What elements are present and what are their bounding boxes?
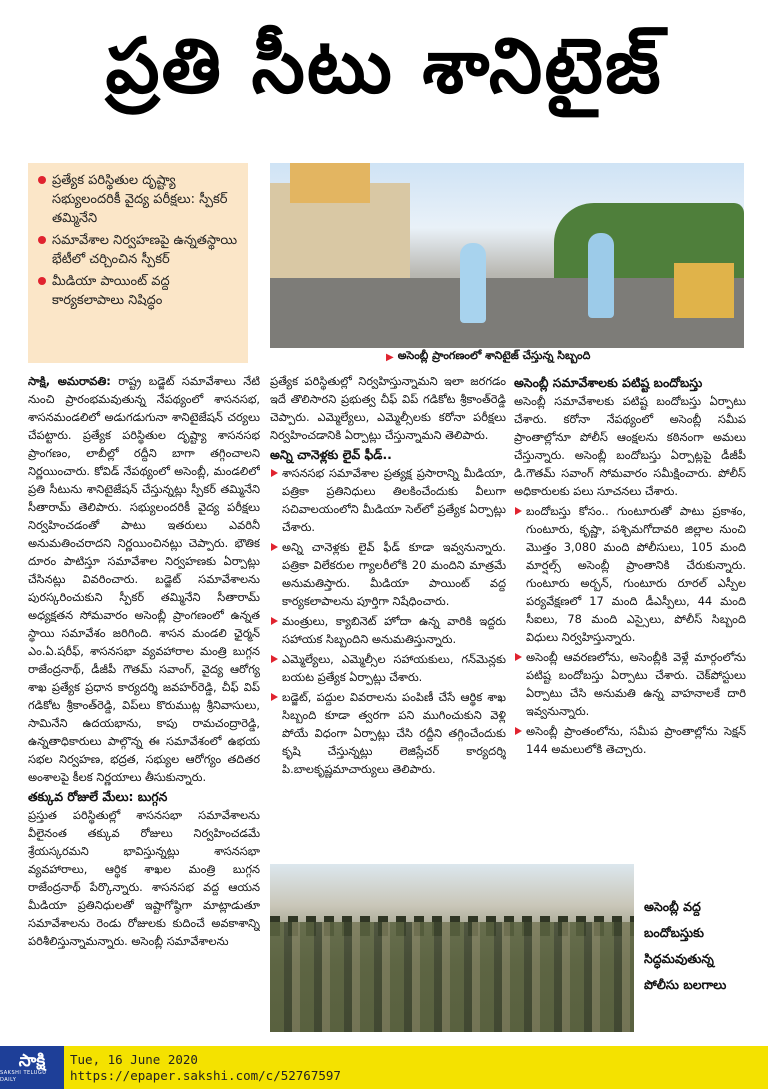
- article-column-2: [270, 372, 506, 856]
- highlight-item: సమావేశాల నిర్వహణపై ఉన్నతస్థాయి భేటీలో చర్చించిన స్పీకర్: [36, 231, 242, 269]
- highlights-box: [28, 163, 248, 363]
- photo-sprayer-cart: [674, 263, 734, 318]
- bullet-item: మంత్రులు, క్యాబినెట్ హోదా ఉన్న వారికి ఇద్దరు సహాయక సిబ్బందిని అనుమతిస్తున్నారు.: [270, 612, 506, 648]
- publish-date: Tue, 16 June 2020: [70, 1051, 198, 1067]
- article-paragraph: [28, 372, 260, 786]
- dateline: సాక్షి, అమరావతి:: [28, 374, 111, 388]
- article-text: రాష్ట్ర బడ్జెట్ సమావేశాలు నేటి నుంచి ప్రారంభమవుతున్న నేపథ్యంలో శాసనసభ, శాసనమండలిలో అడుగడుగునా శానిటైజేషన్ చర్యలు చేపట్టారు. ప్రత్యేక పరిస్థితుల దృష్ట్యా శాసనసభ ప్రాంగణం, లాబీల్లో రద్దీని బాగా తగ్గించాలని నిర్ణయించారు. కోవిడ్ నేపథ్యంలో అసెంబ్లీ, మండలిలో ప్రతి సీటును శానిటైజేషన్ చేస్తున్నట్లు స్పీకర్ తమ్మినేని సీతారామ్ తెలిపారు. సభ్యులందరికీ వైద్య పరీక్షలు నిర్వహించడంతో పాటు ఇతరులు ఎవరినీ అనుమతించరాదని నిర్ణయించినట్లు చెప్పారు. భౌతిక దూరం పాటిస్తూ సమావేశాల నిర్వహణకు ఏర్పాట్లు చేసినట్లు వివరించారు. బడ్జెట్ సమావేశాలను పురస్కరించుకుని స్పీకర్ తమ్మినేని సీతారామ్ అధ్యక్షతన సోమవారం అసెంబ్లీ ప్రాంగణంలో ఉన్నత స్థాయి సమావేశం జరిగింది. శాసన మండలి ఛైర్మన్ ఎం.ఏ.షరీఫ్, శాసనసభా వ్యవహారాల మంత్రి బుగ్గన రాజేంద్రనాథ్, డీజీపీ గౌతమ్ సవాంగ్, వైద్య ఆరోగ్య శాఖ ప్రత్యేక ప్రధాన కార్యదర్శి జవహర్‌రెడ్డి, చీఫ్ విప్ గడికోట శ్రీకాంత్‌రెడ్డి, విప్‌లు కొరుముట్ల శ్రీనివాసులు, సామినేని ఉదయభాను, కాపు రామచంద్రారెడ్డి, ఉన్నతాధికారులు పాల్గొన్న ఈ సమావేశంలో ఉభయ సభల నిర్వహణ, భద్రత, సభ్యుల ఆరోగ్యం తదితర అంశాలపై కీలక నిర్ణయాలు తీసుకున్నారు.: [28, 374, 260, 784]
- article-paragraph: ప్రత్యేక పరిస్థితుల్లో నిర్వహిస్తున్నామని ఇలా జరగడం ఇదే తొలిసారని ప్రభుత్వ చీఫ్ విప్ గడికోట శ్రీకాంత్‌రెడ్డి చెప్పారు. ఎమ్మెల్యేలు, ఎమ్మెల్సీలకు కరోనా పరీక్షలు నిర్వహించడానికి ఏర్పాట్లు చేస్తున్నామని తెలిపారు.: [270, 374, 506, 442]
- photo-bottom-caption: అసెంబ్లీ వద్ద బందోబస్తుకు సిద్ధమవుతున్న పోలీసు బలగాలు: [634, 864, 744, 1032]
- photo-worker: [460, 243, 486, 323]
- epaper-link[interactable]: https://epaper.sakshi.com/c/52767597: [70, 1067, 341, 1083]
- highlight-item: మీడియా పాయింట్ వద్ద కార్యకలాపాలు నిషిద్ధం: [36, 272, 242, 310]
- bullet-item: బందోబస్తు కోసం.. గుంటూరుతో పాటు ప్రకాశం, గుంటూరు, కృష్ణా, పశ్చిమగోదావరి జిల్లాల నుంచి మొత్తం 3,080 మంది పోలీసులు, 105 మంది మార్షల్స్ అసెంబ్లీ ప్రాంతానికి చేరుకున్నారు. గుంటూరు అర్బన్, గుంటూరు రూరల్ ఎస్పీల పర్యవేక్షణలో 17 మంది డీఎస్పీలు, 44 మంది సీఐలు, 78 మంది ఎస్సైలు, పోలీస్ సిబ్బంది విధులు నిర్వహిస్తున్నారు.: [514, 502, 746, 646]
- highlight-item: ప్రత్యేక పరిస్థితుల దృష్ట్యా సభ్యులందరికీ వైద్య పరీక్షలు: స్పీకర్ తమ్మినేని: [36, 171, 242, 228]
- photo-worker: [588, 233, 614, 318]
- bullet-item: అసెంబ్లీ ఆవరణలోను, అసెంబ్లీకి వెళ్లే మార్గంలోను పటిష్ట బందోబస్తు ఏర్పాటు చేశారు. చెక్‌పోస్టులు ఏర్పాటు చేసి అనుమతి ఉన్న వాహనాలకే దారి ఇవ్వనున్నారు.: [514, 648, 746, 720]
- police-photo: [270, 864, 634, 1032]
- sanitization-photo: [270, 163, 744, 348]
- photo-police-crowd: [270, 922, 634, 1032]
- bullet-item: బడ్జెట్, పద్దుల వివరాలను పంపిణీ చేసే ఆర్థిక శాఖ సిబ్బంది కూడా త్వరగా పని ముగించుకుని వెళ్లి పోయే విధంగా ఏర్పాట్లు చేసి రద్దీని తగ్గించేందుకు కృషి చేస్తున్నట్లు లెజిస్లేచర్ కార్యదర్శి పి.బాలకృష్ణమాచార్యులు తెలిపారు.: [270, 688, 506, 778]
- footer-bar: [0, 1046, 768, 1089]
- article-column-1: [28, 372, 260, 1032]
- bullet-item: శాసనసభ సమావేశాల ప్రత్యక్ష ప్రసారాన్ని మీడియా, పత్రికా ప్రతినిధులు తిలకించేందుకు వీలుగా సచివాలయంలోని మీడియా సెల్‌లో ప్రత్యేక ఏర్పాట్లు చేశారు.: [270, 464, 506, 536]
- photo-top-caption: [386, 348, 746, 366]
- headline: ప్రతి సీటు శానిటైజ్: [105, 21, 663, 110]
- footer-meta: [64, 1052, 341, 1084]
- article-paragraph: అసెంబ్లీ సమావేశాలకు పటిష్ట బందోబస్తు ఏర్పాటు చేశారు. కరోనా నేపథ్యంలో అసెంబ్లీ సమీప ప్రాంతాల్లోనూ పోలీస్ ఆంక్షలను కఠినంగా అమలు చేస్తున్నారు. అసెంబ్లీ బందోబస్తు ఏర్పాట్లపై డీజీపీ డి.గౌతమ్ సవాంగ్ సోమవారం సమీక్షించారు. పోలీస్ అధికారులకు పలు సూచనలు చేశారు.: [514, 394, 746, 498]
- article-column-3: [514, 372, 746, 856]
- photo-top-caption-text: అసెంబ్లీ ప్రాంగణంలో శానిటైజ్ చేస్తున్న సిబ్బంది: [397, 349, 591, 362]
- logo-mark: సాక్షి: [18, 1050, 46, 1071]
- logo-subtitle: SAKSHI TELUGU DAILY: [0, 1069, 47, 1083]
- subheading: తక్కువ రోజులే మేలు: బుగ్గన: [28, 789, 168, 804]
- subheading: అన్ని చానెళ్లకు లైవ్ ఫీడ్..: [270, 447, 392, 462]
- bullet-item: అసెంబ్లీ ప్రాంతంలోను, సమీప ప్రాంతాల్లోను సెక్షన్ 144 అమలులోకి తెచ్చారు.: [514, 722, 746, 758]
- photo-roof: [290, 163, 370, 203]
- sakshi-logo: [0, 1046, 64, 1089]
- subheading: అసెంబ్లీ సమావేశాలకు పటిష్ట బందోబస్తు: [514, 375, 703, 390]
- article-paragraph: ప్రస్తుత పరిస్థితుల్లో శాసనసభా సమావేశాలను వీలైనంత తక్కువ రోజులు నిర్వహించడమే శ్రేయస్కరమని భావిస్తున్నట్లు శాసనసభా వ్యవహారాలు, ఆర్థిక శాఖల మంత్రి బుగ్గన రాజేంద్రనాథ్ పేర్కొన్నారు. శాసనసభ వద్ద ఆయన మీడియా ప్రతినిధులతో ఇష్టాగోష్ఠిగా మాట్లాడుతూ సమావేశాలను రెండు రోజులకు కుదించే అవకాశాన్ని పరిశీలిస్తున్నామన్నారు. అసెంబ్లీ సమావేశాలను: [28, 808, 260, 948]
- photo-road: [270, 278, 744, 348]
- bullet-item: అన్ని చానెళ్లకు లైవ్ ఫీడ్ కూడా ఇవ్వనున్నారు. పత్రికా విలేకరుల గ్యాలరీలోకి 20 మందిని మాత్రమే అనుమతిస్తారు. మీడియా పాయింట్ వద్ద కార్యకలాపాలను పూర్తిగా నిషేధించారు.: [270, 538, 506, 610]
- bullet-item: ఎమ్మెల్యేలు, ఎమ్మెల్సీల సహాయకులు, గన్‌మెన్లకు బయట ప్రత్యేక ఏర్పాట్లు చేశారు.: [270, 650, 506, 686]
- caption-pointer-icon: ▶: [386, 351, 394, 363]
